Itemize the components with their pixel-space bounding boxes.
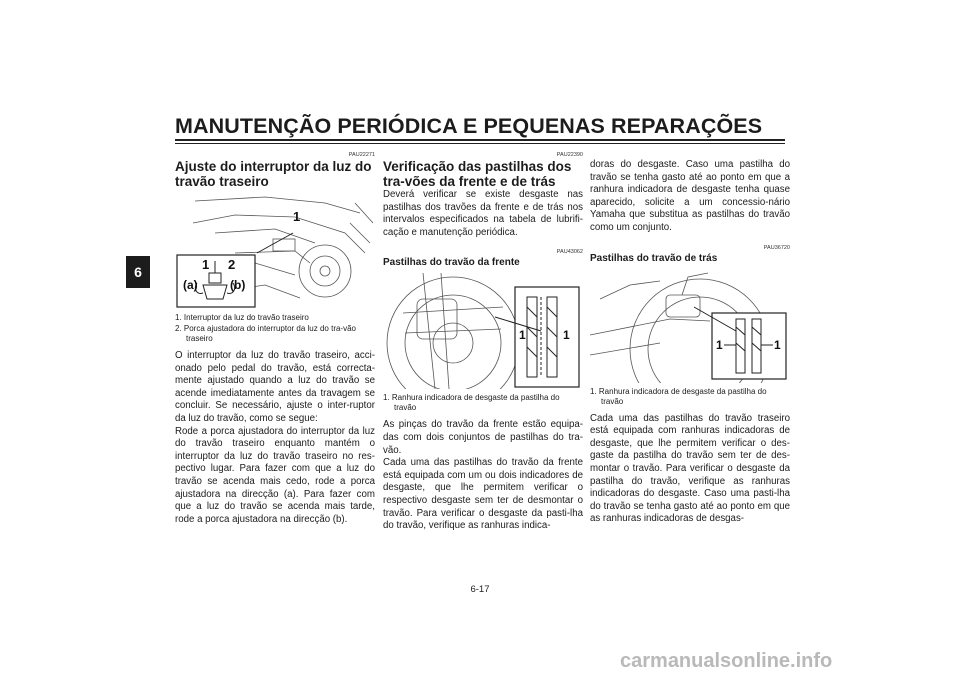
title-rule xyxy=(175,139,785,141)
subsection-code: PAU36720 xyxy=(763,244,790,251)
brake-switch-figure xyxy=(175,193,375,309)
title-rule-thin xyxy=(175,143,785,144)
paragraph: Deverá verificar se existe desgaste nas pastilhas dos travões da frente e de trás nos intervalos especificados na tabela de lubrifi-cação e manutenção periódica. xyxy=(383,189,583,238)
section-code: PAU22271 xyxy=(348,152,375,158)
subsection-heading: Pastilhas do travão da frente xyxy=(383,257,520,269)
figure-label-right: 1 xyxy=(774,337,781,352)
section-heading: Verificação das pastilhas dos tra-vões da frente e de trás xyxy=(383,159,572,189)
rear-brake-figure xyxy=(590,269,790,383)
paragraph: Cada uma das pastilhas do travão traseiro está equipada com ranhuras indicadoras de desgaste, que lhe permitem verificar o des-gaste da pastilha do travão sem ter de des-montar o travão. Para verificar o desgaste da pastilha do travão, verifique as ranhuras indicadoras do desgaste. Caso uma pasti-lha do travão se tenha gasto até ao ponto em que as ranhuras indicadoras de desgas- xyxy=(590,412,790,525)
page-number: 6-17 xyxy=(470,584,490,595)
caption-1: 1. Interruptor da luz do travão traseiro xyxy=(175,313,309,322)
watermark: carmanualsonline.info xyxy=(620,650,833,672)
paragraph: O interruptor da luz do travão traseiro, acci-onado pelo pedal do travão, está correcta-mente ajustado quando a luz do travão se acende imediatamente antes da travagem se concluir. Se necessário, ajuste o inter-ruptor da luz do travão, como se segue: xyxy=(175,350,375,424)
caption-1: 1. Ranhura indicadora de desgaste da pastilha do travão xyxy=(383,393,560,413)
paragraph: As pinças do travão da frente estão equipa-das com dois conjuntos de pastilhas do tra-vão. xyxy=(383,419,583,456)
paragraph: doras do desgaste. Caso uma pastilha do travão se tenha gasto até ao ponto em que a ranhura indicadora de desgaste tenha quase aparecido, solicite a um concessio-nário Yamaha que substitua as pastilhas do travão como um conjunto. xyxy=(590,159,790,233)
subsection-code: PAU43062 xyxy=(556,249,583,256)
page-title: MANUTENÇÃO PERIÓDICA E PEQUENAS REPARAÇÕES xyxy=(175,114,763,138)
figure-label-b: (b) xyxy=(230,278,246,292)
paragraph: Cada uma das pastilhas do travão da frente está equipada com um ou dois indicadores de desgaste, que lhe permitem verificar o respectivo desgaste sem ter de desmontar o travão. Para verificar o desgaste da pasti-lha do travão, verifique as ranhuras indica- xyxy=(383,457,583,532)
column-2 xyxy=(383,150,583,533)
section-heading: Ajuste do interruptor da luz do travão traseiro xyxy=(175,159,372,189)
figure-label-a: (a) xyxy=(183,278,198,292)
rear-brake-illustration xyxy=(590,269,790,383)
caption-1: 1. Ranhura indicadora de desgaste da pastilha do travão xyxy=(590,386,767,406)
figure-label-2: 2 xyxy=(228,257,236,272)
column-3 xyxy=(590,150,790,526)
brake-switch-illustration xyxy=(175,193,375,309)
front-brake-figure xyxy=(383,273,583,389)
figure-label-left: 1 xyxy=(519,328,526,343)
chapter-tab: 6 xyxy=(126,256,150,288)
figure-label-right: 1 xyxy=(563,328,570,343)
subsection-heading: Pastilhas do travão de trás xyxy=(590,252,718,264)
section-code: PAU22390 xyxy=(556,152,583,158)
figure-label-top-1: 1 xyxy=(293,209,301,224)
caption-2: 2. Porca ajustadora do interruptor da luz do tra-vão traseiro xyxy=(175,324,356,343)
figure-label-left: 1 xyxy=(716,337,723,352)
column-1 xyxy=(175,150,375,526)
front-brake-illustration xyxy=(383,273,583,389)
figure-label-1: 1 xyxy=(202,257,210,272)
paragraph: Rode a porca ajustadora do interruptor da luz do travão traseiro enquanto mantém o interruptor da luz do travão traseiro no res-pectivo lugar. Para fazer com que a luz do travão se acenda mais cedo, rode a porca ajustadora na direcção (a). Para fazer com que a luz do travão se acenda mais tarde, rode a porca ajustadora na direcção (b). xyxy=(175,425,375,525)
